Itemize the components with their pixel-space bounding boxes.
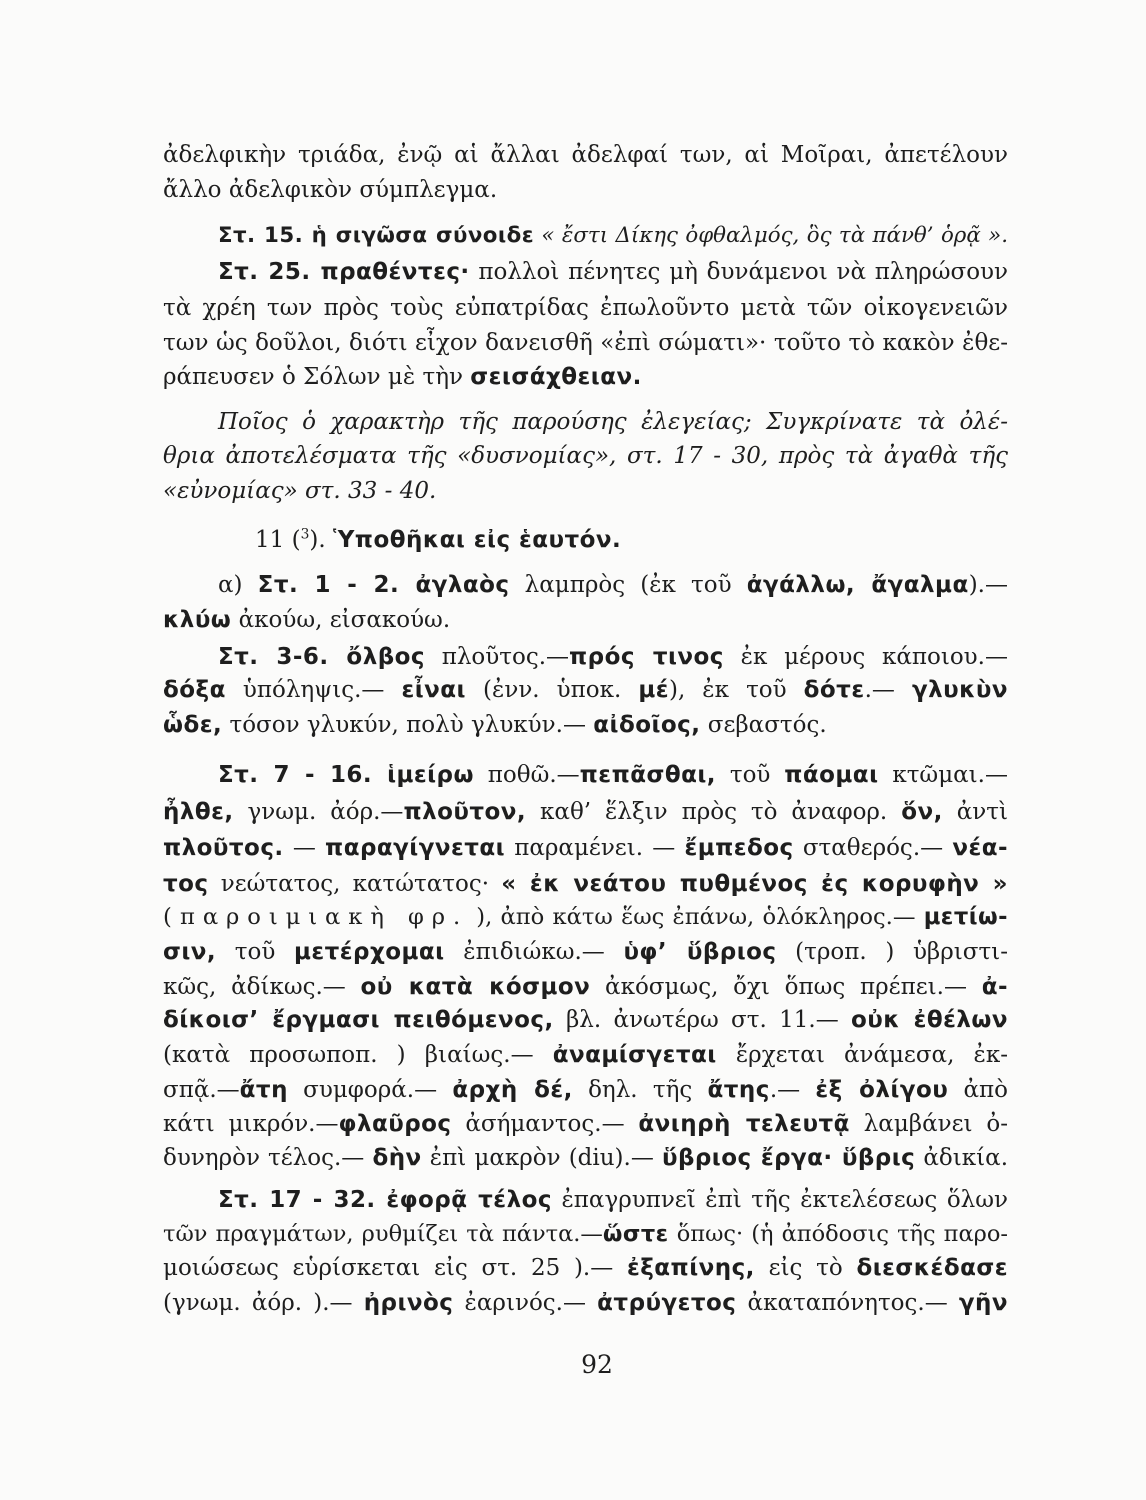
text-run: ἄλλο ἀδελφικὸν σύμπλεγμα. [163, 177, 498, 203]
text-run: .— [864, 677, 912, 703]
text-run: ἐκ μέρους κάποιου.— [723, 644, 1008, 670]
bold-term: μετίω- [923, 904, 1008, 930]
text-run: ).— [968, 572, 1008, 598]
bold-term: ἀ- [981, 974, 1008, 1000]
text-line [163, 291, 1008, 325]
text-run: τῶν πραγμάτων, ρυθμίζει τὰ πάντα.— [163, 1221, 603, 1247]
text-run: ἐπαγρυπνεῖ ἐπὶ τῆς ἐκτελέσεως ὅλων [551, 1187, 1008, 1213]
line-text [163, 364, 642, 390]
text-run: παραμένει. — [505, 835, 685, 861]
text-run: δυνηρὸν τέλος.— [163, 1145, 373, 1171]
text-run: ἐπιδιώκω.— [444, 939, 624, 965]
text-line [163, 831, 1008, 865]
text-run: ὑπόληψις.— [225, 677, 402, 703]
bold-term: ὅν, [901, 799, 943, 825]
text-line [163, 326, 1008, 360]
line-text [218, 762, 1008, 788]
bold-term: ὧδε, [163, 712, 223, 738]
line-text [218, 1187, 1008, 1213]
line-text [163, 939, 1008, 965]
text-run: ἀπὸ [948, 1077, 1008, 1103]
bold-term: εἶναι [401, 677, 466, 703]
bold-term: ἀρχὴ δέ, [452, 1077, 573, 1103]
text-run: ἐπὶ μακρὸν (diu).— [421, 1145, 662, 1171]
text-run: (κατὰ προσωποπ. ) βιαίως.— [163, 1042, 553, 1068]
verse-note-line [218, 758, 1008, 792]
verse-note-line [218, 255, 1008, 289]
text-run: συμφορά.— [287, 1077, 453, 1103]
text-run: .— [769, 1077, 816, 1103]
bold-term: οὐκ ἐθέλων [851, 1007, 1008, 1033]
bold-term: πλοῦτος. [163, 835, 284, 861]
bold-term: ἠρινὸς [363, 1290, 454, 1316]
text-run: ἐαρινός.— [453, 1290, 598, 1316]
bold-term: ἀνιηρὴ τελευτᾷ [638, 1111, 850, 1137]
text-run: ἀκούω, εἰσακούω. [231, 607, 451, 633]
line-text [255, 527, 621, 553]
text-line [163, 900, 1008, 934]
spaced-text: παροιμιακὴ φρ. [180, 904, 469, 930]
bold-term: πρός τινος [569, 644, 724, 670]
line-text [163, 1042, 1008, 1068]
text-run: πολλοὶ πένητες μὴ δυνάμενοι νὰ πληρώσουν [469, 259, 1009, 285]
line-text [163, 799, 1008, 825]
text-line [163, 1003, 1008, 1037]
text-run: σπᾷ.— [163, 1077, 240, 1103]
text-run: ἀσήμαντος.— [451, 1111, 639, 1137]
text-run: (ἐνν. ὑποκ. [465, 677, 639, 703]
line-text [163, 1007, 1008, 1033]
line-text [163, 1111, 1008, 1137]
text-run: 11 ( [255, 527, 301, 553]
bold-term: ἄτη [239, 1077, 288, 1103]
line-text [163, 1290, 1008, 1316]
bold-term: δόξα [163, 677, 226, 703]
italic-text: «εὐνομίας» στ. 33 - 40. [163, 478, 437, 504]
bold-term: ἐξ ὀλίγου [815, 1077, 949, 1103]
line-text [163, 142, 1008, 168]
text-run: (γνωμ. ἀόρ. ).— [163, 1290, 364, 1316]
bold-term: ἀγάλλω, ἄγαλμα [746, 572, 969, 598]
line-text [163, 835, 1008, 861]
text-run: ἀντὶ [942, 799, 1008, 825]
bold-term: πάομαι [784, 762, 879, 788]
text-run: α) [218, 572, 258, 598]
text-run: ράπευσεν ὁ Σόλων μὲ τὴν [163, 364, 471, 390]
text-line [163, 970, 1008, 1004]
question-line [218, 405, 1008, 439]
bold-term: πλοῦτον, [403, 799, 527, 825]
bold-term: Στ. 3-6. ὄλβος [218, 644, 425, 670]
bold-term: « ἐκ νεάτου πυθμένος ἐς κορυφὴν » [501, 871, 1008, 897]
bold-term: μετέρχομαι [293, 939, 445, 965]
bold-term: γῆν [958, 1290, 1008, 1316]
text-run: εἰς τὸ [754, 1255, 857, 1281]
bold-term: κλύω [163, 607, 232, 633]
bold-term: μέ [638, 677, 669, 703]
bold-term: ὕβριος ἔργα· ὕβρις [661, 1145, 916, 1171]
text-run: κῶς, ἀδίκως.— [163, 974, 361, 1000]
line-text [163, 177, 497, 203]
bold-term: αἰδοῖος, [593, 712, 701, 738]
text-run: τοῦ [716, 762, 785, 788]
text-run: ποθῶ.— [473, 762, 580, 788]
text-run: κτῶμαι.— [878, 762, 1008, 788]
question-line [163, 474, 1008, 508]
text-run: ), ἀπὸ κάτω ἕως ἐπάνω, ὁλόκληρος.— [468, 904, 924, 930]
bold-term: ἔμπεδος [684, 835, 794, 861]
text-run: καθ’ ἕλξιν πρὸς τὸ ἀναφορ. [526, 799, 902, 825]
text-line [163, 1038, 1008, 1072]
text-run: σεβαστός. [700, 712, 827, 738]
text-run: των ὡς δοῦλοι, διότι εἶχον δανεισθῆ «ἐπὶ σώματι»· τοῦτο τὸ κακὸν ἐθε- [163, 330, 1008, 356]
line-text [163, 1255, 1008, 1281]
bold-term: φλαῦρος [338, 1111, 452, 1137]
text-line [163, 708, 1008, 742]
text-run: ἀδικία. [915, 1145, 1009, 1171]
text-line [163, 1251, 1008, 1285]
text-run: τόσον γλυκύν, πολὺ γλυκύν.— [222, 712, 594, 738]
bold-term: οὐ κατὰ κόσμον [360, 974, 591, 1000]
verse-note-line [218, 1183, 1008, 1217]
bold-term: σεισάχθειαν. [470, 364, 642, 390]
bold-term: Ὑποθῆκαι εἰς ἑαυτόν. [332, 527, 622, 553]
line-text [163, 677, 1008, 703]
text-run: νεώτατος, κατώτατος· [208, 871, 502, 897]
bold-term: Στ. 15. ἡ σιγῶσα σύνοιδε [218, 223, 535, 248]
section-heading [255, 523, 1008, 557]
text-line [163, 1107, 1008, 1141]
text-run: μοιώσεως εὑρίσκεται εἰς στ. 25 ).— [163, 1255, 627, 1281]
line-text [163, 871, 1008, 897]
text-run: λαμπρὸς (ἐκ τοῦ [509, 572, 747, 598]
bold-term: Στ. 25. πραθέντες· [218, 259, 470, 285]
bold-term: ἄτης [707, 1077, 770, 1103]
bold-term: δότε [803, 677, 865, 703]
line-text [163, 478, 436, 504]
text-line [163, 673, 1008, 707]
line-text [218, 409, 1008, 435]
text-run: πλοῦτος.— [425, 644, 570, 670]
text-line [163, 935, 1008, 969]
italic-text: θρια ἀποτελέσματα τῆς «δυσνομίας», στ. 17 - 30, πρὸς τὰ ἀγαθὰ τῆς [163, 443, 1008, 469]
line-text [163, 1077, 1008, 1103]
line-text [163, 607, 450, 633]
text-run: ἀκόσμως, ὄχι ὅπως πρέπει.— [590, 974, 982, 1000]
italic-text: Ποῖος ὁ χαρακτὴρ τῆς παρούσης ἐλεγείας; Συγκρίνατε τὰ ὀλέ- [218, 409, 1008, 435]
text-run: — [283, 835, 326, 861]
bold-term: ὥστε [602, 1221, 669, 1247]
bold-term: Στ. 17 - 32. ἐφορᾷ τέλος [218, 1187, 552, 1213]
bold-term: ἐξαπίνης, [626, 1255, 755, 1281]
text-run: γνωμ. ἀόρ.— [233, 799, 404, 825]
line-text [218, 259, 1008, 285]
text-run: ). [309, 527, 333, 553]
text-run: τοῦ [216, 939, 294, 965]
text-run: ἔρχεται ἀνάμεσα, ἐκ- [716, 1042, 1008, 1068]
line-text [163, 330, 1008, 356]
bold-term: δὴν [372, 1145, 422, 1171]
text-line [163, 173, 1008, 207]
text-line [163, 360, 1008, 394]
line-text [218, 644, 1008, 670]
footnote-ref: 3 [300, 526, 310, 543]
page-number: 92 [581, 1350, 613, 1379]
text-run: ὅπως· (ἡ ἀπόδοσις τῆς παρο- [668, 1221, 1008, 1247]
line-text [163, 1145, 1008, 1171]
text-run: ), ἐκ τοῦ [668, 677, 804, 703]
verse-note-line [218, 568, 1008, 602]
bold-term: δίκοισ’ ἔργμασι πειθόμενος, [163, 1007, 554, 1033]
question-line [163, 439, 1008, 473]
bold-term: Στ. 1 - 2. ἀγλαὸς [257, 572, 510, 598]
verse-note-line [218, 640, 1008, 674]
text-run: ἀκαταπόνητος.— [736, 1290, 959, 1316]
text-line [163, 1073, 1008, 1107]
text-run: βλ. ἀνωτέρω στ. 11.— [553, 1007, 852, 1033]
line-text [163, 443, 1008, 469]
line-text [218, 223, 1008, 248]
verse-note-line [218, 219, 1008, 253]
text-line [163, 1217, 1008, 1251]
text-run: σταθερός.— [793, 835, 953, 861]
bold-term: παραγίγνεται [325, 835, 506, 861]
text-line [163, 603, 1008, 637]
bold-term: πεπᾶσθαι, [579, 762, 717, 788]
text-line [163, 1141, 1008, 1175]
text-run: λαμβάνει ὀ- [849, 1111, 1008, 1137]
text-run: ( [163, 904, 181, 930]
bold-term: ἦλθε, [163, 799, 234, 825]
line-text [163, 712, 827, 738]
bold-term: ἀτρύγετος [597, 1290, 737, 1316]
line-text [163, 974, 1008, 1000]
line-text [163, 904, 1008, 930]
bold-term: Στ. 7 - 16. ἱμείρω [218, 762, 474, 788]
line-text [218, 572, 1008, 598]
text-line [163, 138, 1008, 172]
text-line [163, 795, 1008, 829]
text-run: (τροπ. ) ὑβριστι- [776, 939, 1008, 965]
text-run: δηλ. τῆς [572, 1077, 708, 1103]
bold-term: διεσκέδασε [856, 1255, 1008, 1281]
line-text [163, 1221, 1008, 1247]
line-text [163, 295, 1008, 321]
bold-term: γλυκὺν [911, 677, 1009, 703]
bold-term: νέα- [952, 835, 1009, 861]
bold-term: ἀναμίσγεται [552, 1042, 717, 1068]
text-run: τὰ χρέη των πρὸς τοὺς εὐπατρίδας ἐπωλοῦντο μετὰ τῶν οἰκογενειῶν [163, 295, 1008, 321]
text-run: κάτι μικρόν.— [163, 1111, 339, 1137]
text-line [163, 867, 1008, 901]
italic-text: « ἔστι Δίκης ὀφθαλμός, ὃς τὰ πάνθ’ ὁρᾷ ». [534, 223, 1008, 248]
bold-term: τος [163, 871, 209, 897]
text-line [163, 1286, 1008, 1320]
text-run: ἀδελφικὴν τριάδα, ἐνῷ αἱ ἄλλαι ἀδελφαί των, αἱ Μοῖραι, ἀπετέλουν [163, 142, 1008, 168]
bold-term: σιν, [163, 939, 217, 965]
bold-term: ὑφ’ ὕβριος [623, 939, 777, 965]
